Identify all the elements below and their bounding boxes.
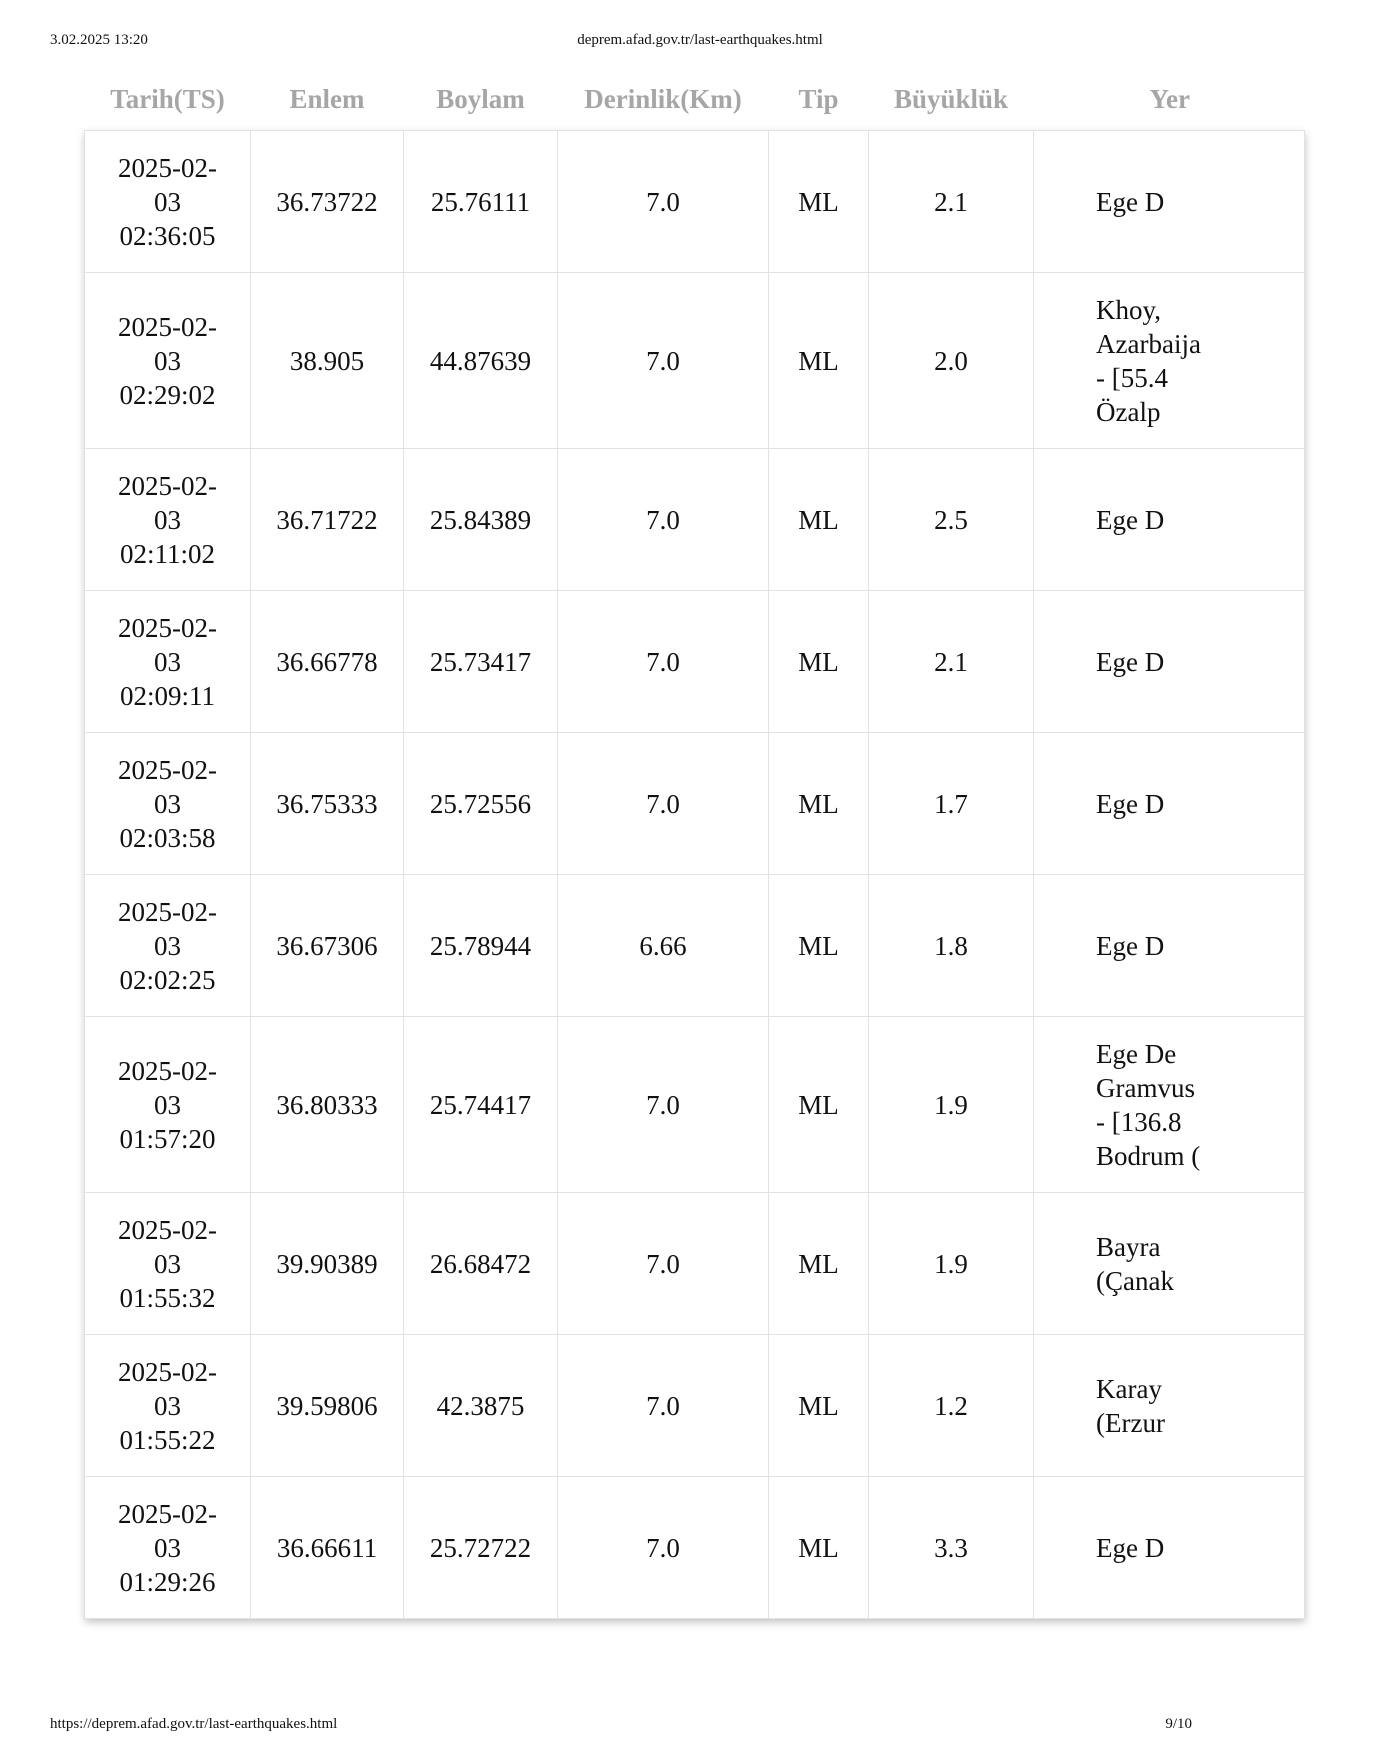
cell-latitude: 36.73722 [251,131,404,273]
cell-magnitude: 2.0 [869,273,1034,449]
header-latitude[interactable]: Enlem [289,83,365,114]
cell-magnitude: 2.1 [869,591,1034,733]
cell-latitude: 39.90389 [251,1193,404,1335]
header-type[interactable]: Tip [798,83,839,114]
date-line: 01:55:22 [119,1424,216,1455]
cell-type: ML [769,733,869,875]
cell-location [1034,273,1305,449]
cell-location [1034,449,1305,591]
cell-longitude: 25.72556 [404,733,558,875]
cell-magnitude: 1.9 [869,1193,1034,1335]
cell-magnitude: 1.2 [869,1335,1034,1477]
location-line: Bodrum ( [1096,1140,1201,1171]
cell-latitude: 36.66611 [251,1477,404,1619]
location-line: (Çanak [1096,1265,1174,1296]
cell-depth: 7.0 [558,131,769,273]
location-line: Özalp [1096,396,1161,427]
print-footer [0,1716,1240,1738]
table-row[interactable] [85,1335,1305,1477]
cell-date [85,591,251,733]
date-line: 03 [154,646,181,677]
cell-type: ML [769,273,869,449]
cell-depth: 7.0 [558,273,769,449]
table-row[interactable] [85,1193,1305,1335]
location-line: - [55.4 [1096,362,1168,393]
date-line: 03 [154,788,181,819]
cell-magnitude: 1.9 [869,1017,1034,1193]
date-line: 03 [154,1089,181,1120]
cell-latitude: 38.905 [251,273,404,449]
date-line: 03 [154,1390,181,1421]
date-line: 03 [154,345,181,376]
earthquake-table [84,68,1305,1619]
location-line: Ege D [1096,504,1165,535]
cell-location [1034,1193,1305,1335]
earthquake-table-container [84,68,1201,1638]
cell-type: ML [769,1017,869,1193]
cell-date [85,273,251,449]
table-row[interactable] [85,1477,1305,1619]
location-line: Ege D [1096,788,1165,819]
cell-longitude: 25.78944 [404,875,558,1017]
header-location[interactable]: Yer [1149,83,1190,114]
cell-location [1034,1017,1305,1193]
cell-latitude: 36.67306 [251,875,404,1017]
cell-type: ML [769,1193,869,1335]
cell-location [1034,591,1305,733]
cell-depth: 7.0 [558,1477,769,1619]
date-line: 02:11:02 [119,538,215,569]
location-line: Ege D [1096,1532,1165,1563]
location-line: - [136.8 [1096,1106,1182,1137]
location-line: Ege De [1096,1038,1177,1069]
cell-depth: 7.0 [558,1335,769,1477]
cell-depth: 7.0 [558,733,769,875]
cell-type: ML [769,1335,869,1477]
cell-date [85,875,251,1017]
location-line: Khoy, [1096,294,1161,325]
header-depth[interactable]: Derinlik(Km) [584,83,742,114]
cell-depth: 7.0 [558,449,769,591]
date-line: 03 [154,1248,181,1279]
date-line: 2025-02- [118,1214,217,1245]
location-line: Gramvus [1096,1072,1195,1103]
date-line: 2025-02- [118,612,217,643]
print-header [0,32,1240,54]
cell-location [1034,1335,1305,1477]
date-line: 2025-02- [118,1055,217,1086]
cell-longitude: 25.74417 [404,1017,558,1193]
cell-date [85,1193,251,1335]
table-row[interactable] [85,131,1305,273]
table-row[interactable] [85,273,1305,449]
cell-latitude: 36.80333 [251,1017,404,1193]
header-longitude[interactable]: Boylam [436,83,525,114]
table-row[interactable] [85,591,1305,733]
cell-magnitude: 2.1 [869,131,1034,273]
cell-latitude: 36.66778 [251,591,404,733]
date-line: 02:29:02 [119,379,216,410]
cell-magnitude: 2.5 [869,449,1034,591]
cell-date [85,449,251,591]
cell-latitude: 36.71722 [251,449,404,591]
location-line: Karay [1096,1373,1162,1404]
cell-longitude: 42.3875 [404,1335,558,1477]
cell-depth: 6.66 [558,875,769,1017]
cell-type: ML [769,1477,869,1619]
cell-type: ML [769,131,869,273]
date-line: 03 [154,186,181,217]
header-magnitude[interactable]: Büyüklük [893,83,1009,114]
cell-longitude: 44.87639 [404,273,558,449]
print-datetime: 3.02.2025 13:20 [50,32,148,48]
date-line: 2025-02- [118,470,217,501]
cell-longitude: 25.72722 [404,1477,558,1619]
cell-latitude: 39.59806 [251,1335,404,1477]
cell-date [85,131,251,273]
table-body [85,131,1305,1619]
cell-location [1034,131,1305,273]
cell-type: ML [769,875,869,1017]
date-line: 01:29:26 [119,1566,216,1597]
page-number: 9/10 [1165,1716,1192,1732]
date-line: 01:57:20 [119,1123,216,1154]
cell-longitude: 25.73417 [404,591,558,733]
date-line: 01:55:32 [119,1282,216,1313]
cell-location [1034,875,1305,1017]
cell-depth: 7.0 [558,1193,769,1335]
date-line: 03 [154,504,181,535]
print-url: deprem.afad.gov.tr/last-earthquakes.html [577,32,823,48]
table-row[interactable] [85,875,1305,1017]
date-line: 2025-02- [118,754,217,785]
table-header-row [85,68,1305,131]
table-row[interactable] [85,449,1305,591]
date-line: 2025-02- [118,152,217,183]
cell-location [1034,733,1305,875]
location-line: Ege D [1096,646,1165,677]
cell-date [85,1017,251,1193]
table-row[interactable] [85,733,1305,875]
date-line: 2025-02- [118,896,217,927]
date-line: 02:02:25 [119,964,216,995]
location-line: (Erzur [1096,1407,1165,1438]
cell-location [1034,1477,1305,1619]
cell-longitude: 25.84389 [404,449,558,591]
cell-depth: 7.0 [558,591,769,733]
cell-longitude: 26.68472 [404,1193,558,1335]
footer-url: https://deprem.afad.gov.tr/last-earthquakes.html [50,1716,338,1732]
date-line: 03 [154,930,181,961]
date-line: 2025-02- [118,1498,217,1529]
cell-magnitude: 3.3 [869,1477,1034,1619]
cell-depth: 7.0 [558,1017,769,1193]
table-row[interactable] [85,1017,1305,1193]
cell-longitude: 25.76111 [404,131,558,273]
date-line: 2025-02- [118,311,217,342]
date-line: 2025-02- [118,1356,217,1387]
date-line: 02:03:58 [119,822,216,853]
location-line: Azarbaija [1096,328,1201,359]
location-line: Ege D [1096,930,1165,961]
cell-magnitude: 1.8 [869,875,1034,1017]
header-date[interactable]: Tarih(TS) [110,83,225,114]
cell-date [85,1477,251,1619]
cell-date [85,733,251,875]
location-line: Bayra [1096,1231,1161,1262]
date-line: 02:36:05 [119,220,216,251]
cell-magnitude: 1.7 [869,733,1034,875]
location-line: Ege D [1096,186,1165,217]
cell-type: ML [769,449,869,591]
date-line: 03 [154,1532,181,1563]
cell-latitude: 36.75333 [251,733,404,875]
cell-date [85,1335,251,1477]
cell-type: ML [769,591,869,733]
date-line: 02:09:11 [119,680,215,711]
